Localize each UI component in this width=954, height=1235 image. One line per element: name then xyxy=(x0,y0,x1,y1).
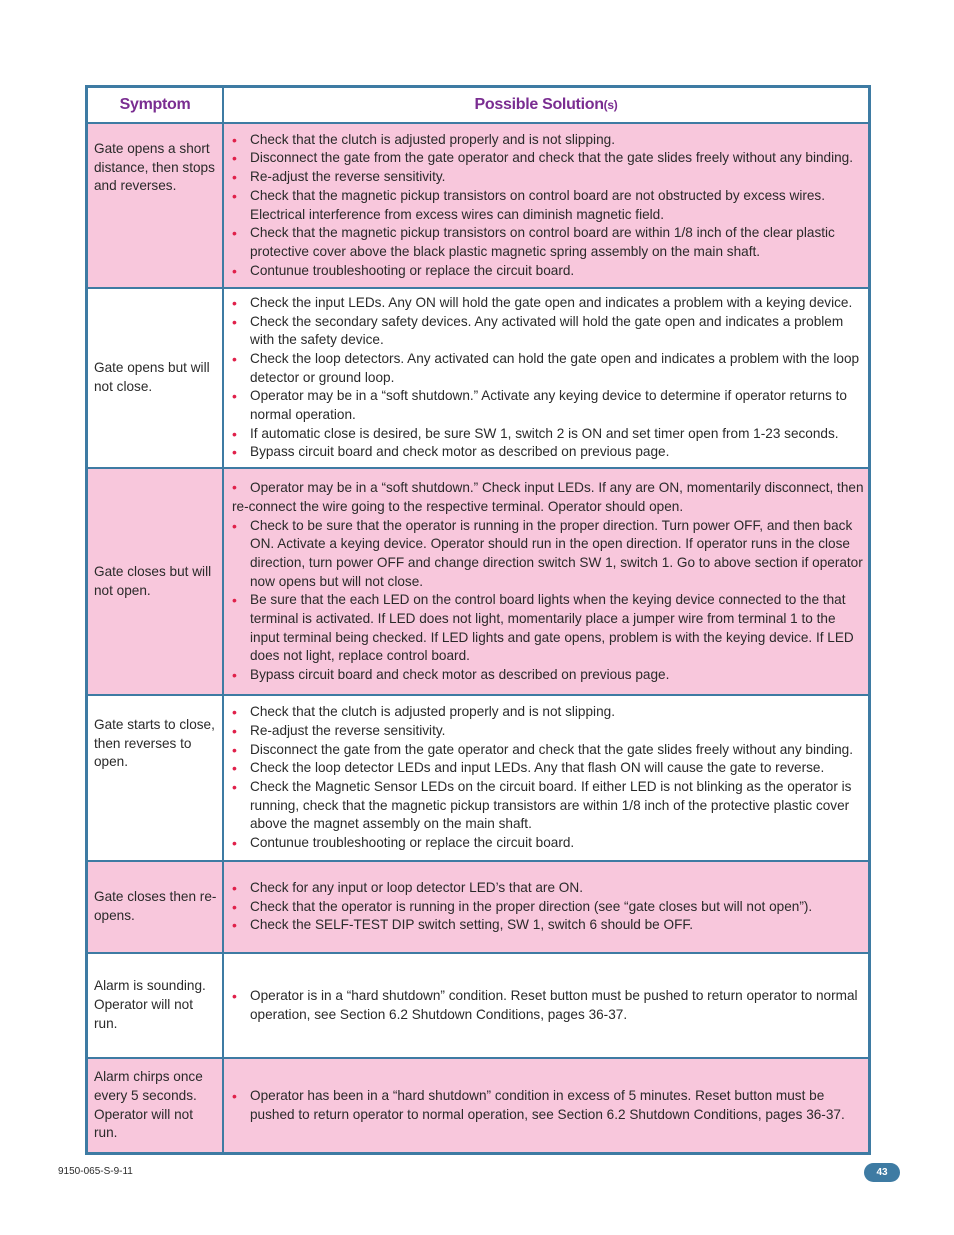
solution-item xyxy=(232,387,864,424)
bullet-icon: • xyxy=(232,879,237,896)
table-row xyxy=(88,468,868,695)
solution-text: Contunue troubleshooting or replace the circuit board. xyxy=(250,262,575,278)
symptom-cell: Alarm chirps once every 5 seconds. Operator will not run. xyxy=(88,1058,223,1152)
solution-cell xyxy=(223,288,868,468)
solution-text: Check to be sure that the operator is running in the proper direction. Turn power OFF, and then back ON. Activate a keying device. Operator should run in the open direction. If operator runs in the close direction, turn power OFF and change direction switch SW 1, switch 1. Go to above section if operator now opens but will not close. xyxy=(250,517,863,589)
solution-text: Operator is in a “hard shutdown” condition. Reset button must be pushed to return operator to normal operation, see Section 6.2 Shutdown Conditions, pages 36-37. xyxy=(250,987,858,1022)
bullet-icon: • xyxy=(232,987,237,1004)
solution-item xyxy=(232,517,864,592)
solution-item xyxy=(232,591,864,666)
solution-text: Operator has been in a “hard shutdown” condition in excess of 5 minutes. Reset button must be pushed to return operator to normal operation, see Section 6.2 Shutdown Conditions, pages 36-37. xyxy=(250,1087,845,1122)
solution-text: Check for any input or loop detector LED’s that are ON. xyxy=(250,879,583,895)
solution-header-suffix: (s) xyxy=(603,98,618,112)
bullet-icon: • xyxy=(232,444,237,461)
solution-cell xyxy=(223,861,868,953)
bullet-icon: • xyxy=(232,262,237,279)
solution-list xyxy=(232,987,864,1024)
solution-cell xyxy=(223,468,868,695)
solution-list xyxy=(232,131,864,281)
solution-text: Check the loop detector LEDs and input LEDs. Any that flash ON will cause the gate to reverse. xyxy=(250,760,825,776)
solution-text: Bypass circuit board and check motor as described on previous page. xyxy=(250,444,670,460)
bullet-icon: • xyxy=(232,898,237,915)
header-row xyxy=(88,88,868,123)
bullet-icon: • xyxy=(232,1087,237,1104)
solution-item xyxy=(232,131,864,150)
bullet-icon: • xyxy=(232,835,237,852)
solution-item xyxy=(232,898,864,917)
bullet-icon: • xyxy=(232,225,237,242)
table-row xyxy=(88,695,868,861)
solution-list xyxy=(232,1087,864,1124)
bullet-icon: • xyxy=(232,187,237,204)
solution-cell xyxy=(223,123,868,288)
solution-list xyxy=(232,879,864,935)
bullet-icon: • xyxy=(232,667,237,684)
solution-text: Re-adjust the reverse sensitivity. xyxy=(250,722,446,738)
solution-header-label: Possible Solution xyxy=(474,96,604,113)
bullet-icon: • xyxy=(232,592,237,609)
solution-item xyxy=(232,187,864,224)
solution-item xyxy=(232,987,864,1024)
symptom-header: Symptom xyxy=(88,88,223,123)
bullet-icon: • xyxy=(232,722,237,739)
symptom-cell: Alarm is sounding. Operator will not run. xyxy=(88,953,223,1058)
solution-item xyxy=(232,759,864,778)
solution-text: Re-adjust the reverse sensitivity. xyxy=(250,169,446,185)
solution-list xyxy=(232,478,864,685)
solution-cell xyxy=(223,695,868,861)
solution-item xyxy=(232,478,864,516)
symptom-cell: Gate closes but will not open. xyxy=(88,468,223,695)
bullet-icon: • xyxy=(232,425,237,442)
bullet-icon: • xyxy=(232,131,237,148)
solution-item xyxy=(232,834,864,853)
symptom-cell: Gate closes then re-opens. xyxy=(88,861,223,953)
bullet-icon: • xyxy=(232,517,237,534)
bullet-icon: • xyxy=(232,350,237,367)
table-row xyxy=(88,123,868,288)
bullet-icon: • xyxy=(232,741,237,758)
table-row xyxy=(88,1058,868,1152)
solution-text: Operator may be in a “soft shutdown.” Check input LEDs. If any are ON, momentarily disconnect, then re-connect the wire going to the respective terminal. Operator should open. xyxy=(232,480,864,514)
document-code: 9150-065-S-9-11 xyxy=(58,1166,133,1177)
table-row xyxy=(88,288,868,468)
solution-text: Check the loop detectors. Any activated can hold the gate open and indicates a problem with the loop detector or ground loop. xyxy=(250,350,860,385)
bullet-icon: • xyxy=(232,150,237,167)
bullet-icon: • xyxy=(232,313,237,330)
solution-text: Operator may be in a “soft shutdown.” Activate any keying device to determine if operator returns to normal operation. xyxy=(250,388,847,423)
solution-item xyxy=(232,350,864,387)
solution-item xyxy=(232,168,864,187)
solution-text: If automatic close is desired, be sure SW 1, switch 2 is ON and set timer open from 1-23 seconds. xyxy=(250,425,839,441)
bullet-icon: • xyxy=(232,294,237,311)
bullet-icon: • xyxy=(232,779,237,795)
solution-item xyxy=(232,916,864,935)
symptom-cell: Gate opens a short distance, then stops and reverses. xyxy=(88,123,223,288)
solution-list xyxy=(232,294,864,462)
page-number-badge: 43 xyxy=(864,1163,900,1182)
solution-text: Disconnect the gate from the gate operator and check that the gate slides freely without any binding. xyxy=(250,150,854,166)
solution-item xyxy=(232,741,864,760)
solution-text: Check that the clutch is adjusted properly and is not slipping. xyxy=(250,704,615,720)
solution-text: Contunue troubleshooting or replace the circuit board. xyxy=(250,835,575,851)
solution-item xyxy=(232,425,864,444)
bullet-icon: • xyxy=(232,388,237,405)
solution-text: Check that the magnetic pickup transistors on control board are within 1/8 inch of the clear plastic protective cover above the black plastic magnetic spring assembly on the main shaft. xyxy=(250,225,835,259)
bullet-icon: • xyxy=(232,479,237,496)
solution-list xyxy=(232,703,864,853)
solution-header xyxy=(223,88,868,123)
solution-item xyxy=(232,262,864,281)
solution-item xyxy=(232,778,864,834)
solution-item xyxy=(232,666,864,685)
table-row xyxy=(88,953,868,1058)
solution-text: Bypass circuit board and check motor as described on previous page. xyxy=(250,667,670,683)
solution-item xyxy=(232,443,864,462)
solution-text: Disconnect the gate from the gate operator and check that the gate slides freely without any binding. xyxy=(250,741,854,757)
solution-text: Check the SELF-TEST DIP switch setting, SW 1, switch 6 should be OFF. xyxy=(250,917,693,933)
bullet-icon: • xyxy=(232,917,237,934)
table-row xyxy=(88,861,868,953)
bullet-icon: • xyxy=(232,760,237,777)
bullet-icon: • xyxy=(232,169,237,186)
solution-item xyxy=(232,879,864,898)
bullet-icon: • xyxy=(232,704,237,721)
solution-text: Check that the clutch is adjusted properly and is not slipping. xyxy=(250,131,615,147)
solution-item xyxy=(232,224,864,261)
solution-item xyxy=(232,294,864,313)
solution-text: Check that the magnetic pickup transistors on control board are not obstructed by excess wires. Electrical interference from excess wires can diminish magnetic field. xyxy=(250,187,825,222)
solution-item xyxy=(232,703,864,722)
symptom-cell: Gate starts to close, then reverses to open. xyxy=(88,695,223,861)
solution-item xyxy=(232,313,864,350)
symptom-cell: Gate opens but will not close. xyxy=(88,288,223,468)
solution-text: Check the input LEDs. Any ON will hold the gate open and indicates a problem with a keying device. xyxy=(250,294,853,310)
solution-cell xyxy=(223,1058,868,1152)
solution-text: Check the Magnetic Sensor LEDs on the circuit board. If either LED is not blinking as the operator is running, check that the magnetic pickup transistors are within 1/8 inch of the protective plastic cover above the magnet assembly on the main shaft. xyxy=(250,779,852,832)
troubleshooting-table xyxy=(85,85,871,1155)
solution-item xyxy=(232,722,864,741)
solution-item xyxy=(232,1087,864,1124)
solution-text: Check the secondary safety devices. Any activated will hold the gate open and indicates a problem with the safety device. xyxy=(250,313,844,348)
solution-text: Check that the operator is running in the proper direction (see “gate closes but will not open”). xyxy=(250,898,813,914)
solution-item xyxy=(232,149,864,168)
solution-cell xyxy=(223,953,868,1058)
solution-text: Be sure that the each LED on the control board lights when the keying device connected to the that terminal is activated. If LED does not light, momentarily place a jumper wire from terminal 1 to the input terminal being checked. If LED lights and gate opens, problem is with the keying device. If LED does not light, replace control board. xyxy=(250,592,854,664)
troubleshooting-grid xyxy=(88,88,868,1152)
